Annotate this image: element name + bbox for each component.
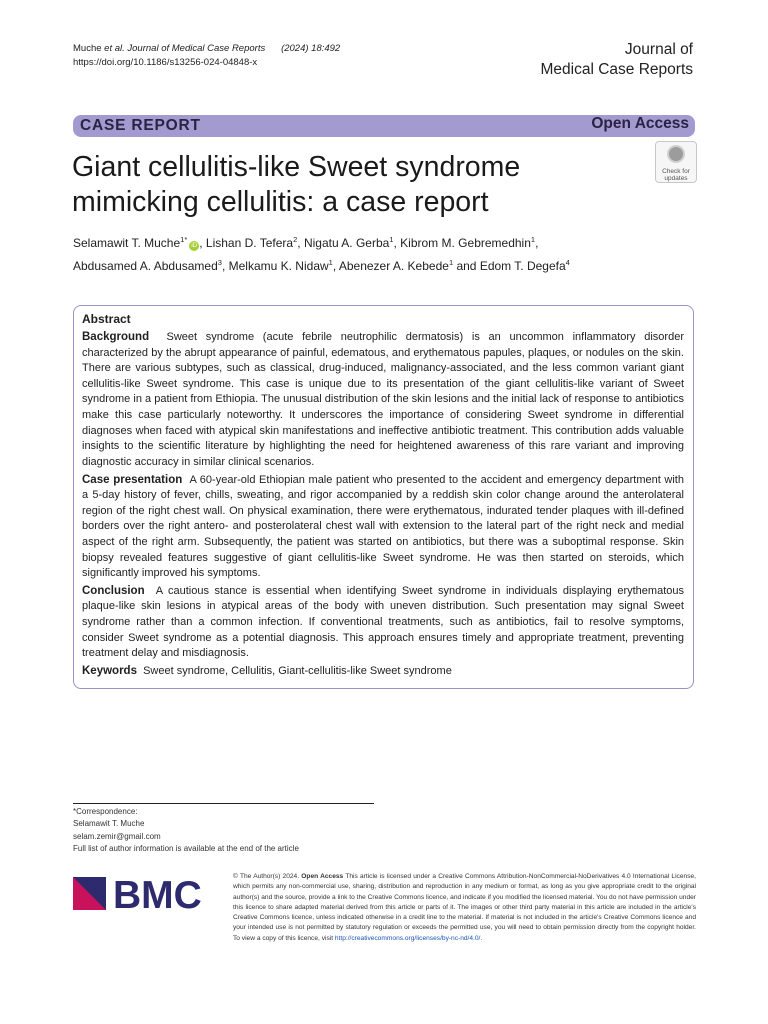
citation-line bbox=[73, 42, 340, 56]
author-separator: , bbox=[221, 259, 229, 273]
author-separator: , bbox=[199, 236, 206, 250]
abstract-box bbox=[73, 305, 694, 689]
journal-name-line1: Journal of bbox=[624, 41, 693, 58]
footnote-divider bbox=[73, 803, 374, 804]
author-separator: , bbox=[332, 259, 339, 273]
bmc-logo bbox=[73, 875, 213, 912]
author-affiliation-sup: 1* bbox=[180, 235, 188, 244]
author-name[interactable]: Melkamu K. Nidaw bbox=[228, 259, 329, 273]
author-affiliation-sup: 1 bbox=[389, 235, 394, 244]
correspondence-label: *Correspondence: bbox=[73, 807, 138, 816]
correspondence-footnote bbox=[73, 806, 299, 855]
author-affiliation-sup: 1 bbox=[448, 258, 454, 267]
author-entry bbox=[400, 236, 538, 250]
citation-author: Muche bbox=[73, 43, 105, 54]
bmc-logo-text: BMC bbox=[113, 875, 202, 912]
author-name[interactable]: Abdusamed A. Abdusamed bbox=[73, 259, 218, 273]
author-info-note: Full list of author information is available at the end of the article bbox=[73, 843, 299, 853]
author-affiliation-sup: 3 bbox=[217, 258, 222, 267]
background-text: Sweet syndrome (acute febrile neutrophilic dermatosis) is an uncommon inflammatory disorder characterized by the abrupt appearance of painful, edematous, and erythematous papules, plaques, or nodules on the skin. There are various subtypes, such as classical, drug-induced, malignancy-associated, and the less common variant giant cellulitis-like Sweet syndrome. This case is unique due to its presentation of the giant cellulitis-like variant of Sweet syndrome in a patient from Ethiopia. The unusual distribution of the skin lesions and the initial lack of response to antibiotics make this case particularly noteworthy. It underscores the importance of considering Sweet syndrome in differential diagnoses when faced with atypical skin manifestations and ineffective antibiotic treatment. This contribution adds valuable insights to the scientific literature by highlighting the need for heightened awareness of this rare variant and improving diagnostic accuracy in similar clinical scenarios. bbox=[82, 331, 684, 468]
author-separator: and bbox=[453, 259, 480, 273]
bmc-logo-graphic bbox=[73, 875, 213, 912]
author-affiliation-sup: 1 bbox=[328, 258, 333, 267]
abstract-keywords bbox=[82, 664, 684, 680]
author-separator: , bbox=[297, 236, 304, 250]
article-type-banner bbox=[73, 115, 695, 137]
license-open-access: Open Access bbox=[301, 873, 344, 880]
check-updates-line2: updates bbox=[664, 175, 688, 182]
author-entry bbox=[73, 236, 206, 250]
abstract-background bbox=[82, 330, 684, 470]
author-separator: , bbox=[393, 236, 401, 250]
conclusion-label: Conclusion bbox=[82, 584, 145, 597]
check-updates-line1: Check for bbox=[662, 168, 690, 175]
author-affiliation-sup: 1 bbox=[530, 235, 536, 244]
journal-name bbox=[541, 40, 693, 80]
author-affiliation-sup: 4 bbox=[565, 258, 570, 267]
author-entry bbox=[480, 259, 570, 273]
abstract-conclusion bbox=[82, 584, 684, 662]
license-body: This article is licensed under a Creative Commons Attribution-NonCommercial-NoDerivatives 4.0 International License, which permits any non-commercial use, sharing, distribution and reproduction in any medium or format, as long as you give appropriate credit to the original author(s) and the source, provide a link to the Creative Commons licence, and indicate if you modified the licensed material. You do not have permission under this licence to share adapted material derived from this article or parts of it. The images or other third party material in this article are included in the article's Creative Commons licence, unless indicated otherwise in a credit line to the material. If material is not included in the article's Creative Commons licence and your intended use is not permitted by statutory regulation or exceeds the permitted use, you will need to obtain permission directly from the copyright holder. To view a copy of this licence, visit bbox=[233, 873, 696, 942]
keywords-label: Keywords bbox=[82, 665, 137, 678]
citation-journal: et al. Journal of Medical Case Reports bbox=[104, 43, 266, 54]
check-for-updates-button[interactable] bbox=[655, 141, 697, 183]
license-tail: . bbox=[480, 934, 483, 942]
author-affiliation-sup: 2 bbox=[293, 235, 298, 244]
keywords-text: Sweet syndrome, Cellulitis, Giant-cellulitis-like Sweet syndrome bbox=[143, 665, 452, 678]
author-list bbox=[73, 230, 693, 276]
author-name[interactable]: Edom T. Degefa bbox=[479, 259, 566, 273]
citation-header bbox=[73, 42, 340, 70]
open-access-label: Open Access bbox=[591, 115, 689, 132]
check-updates-icon bbox=[667, 145, 685, 163]
author-name[interactable]: Lishan D. Tefera bbox=[205, 236, 294, 250]
author-name[interactable]: Abenezer A. Kebede bbox=[338, 259, 449, 273]
doi-link[interactable]: https://doi.org/10.1186/s13256-024-04848-x bbox=[73, 57, 258, 68]
license-statement bbox=[233, 872, 696, 944]
journal-name-line2: Medical Case Reports bbox=[540, 61, 693, 78]
correspondence-email[interactable]: selam.zemir@gmail.com bbox=[73, 831, 161, 841]
orcid-icon[interactable]: iD bbox=[189, 241, 199, 251]
copyright-text: © The Author(s) 2024. bbox=[233, 873, 300, 880]
author-entry bbox=[304, 236, 400, 250]
case-presentation-label: Case presentation bbox=[82, 473, 183, 486]
article-type-label: CASE REPORT bbox=[80, 117, 201, 134]
abstract-heading: Abstract bbox=[82, 312, 131, 326]
author-name[interactable]: Nigatu A. Gerba bbox=[303, 236, 390, 250]
abstract-case-presentation bbox=[82, 473, 684, 582]
case-presentation-text: A 60-year-old Ethiopian male patient who presented to the accident and emergency department with a 5-day history of fever, chills, sweating, and rigor accompanied by a reddish skin color change around the anterolateral region of the right chest wall. On physical examination, there were erythematous, indurated tender plaques with ill-defined borders over the right antero- and posterolateral chest wall with extension to the lateral part of the right neck and medial aspect of the right arm. Subsequently, the patient was started on antibiotics, but there was a suboptimal response. Skin biopsy revealed features suggestive of giant cellulitis-like Sweet syndrome. He was then started on steroids, which significantly improved his symptoms. bbox=[82, 473, 684, 580]
conclusion-text: A cautious stance is essential when identifying Sweet syndrome in individuals displaying erythematous plaque-like skin lesions in atypical areas of the body with uneven distribution. Such presentation may signal Sweet syndrome rather than a common infection. If conventional treatments, such as antibiotics, fail to resolve symptoms, consider Sweet syndrome as a potential diagnosis. This approach ensures timely and appropriate treatment, preventing treatment delay and misdiagnosis. bbox=[82, 584, 684, 660]
author-entry bbox=[73, 259, 229, 273]
license-link[interactable]: http://creativecommons.org/licenses/by-nc-nd/4.0/ bbox=[334, 934, 481, 942]
author-entry bbox=[229, 259, 339, 273]
author-separator: , bbox=[535, 236, 539, 250]
author-name[interactable]: Selamawit T. Muche bbox=[73, 236, 181, 250]
author-name[interactable]: Kibrom M. Gebremedhin bbox=[400, 236, 531, 250]
article-title: Giant cellulitis-like Sweet syndrome mimicking cellulitis: a case report bbox=[72, 151, 521, 218]
background-label: Background bbox=[82, 331, 150, 343]
author-entry bbox=[206, 236, 304, 250]
correspondence-name: Selamawit T. Muche bbox=[73, 819, 145, 829]
author-entry bbox=[339, 259, 480, 273]
citation-year: (2024) 18:492 bbox=[281, 43, 341, 54]
